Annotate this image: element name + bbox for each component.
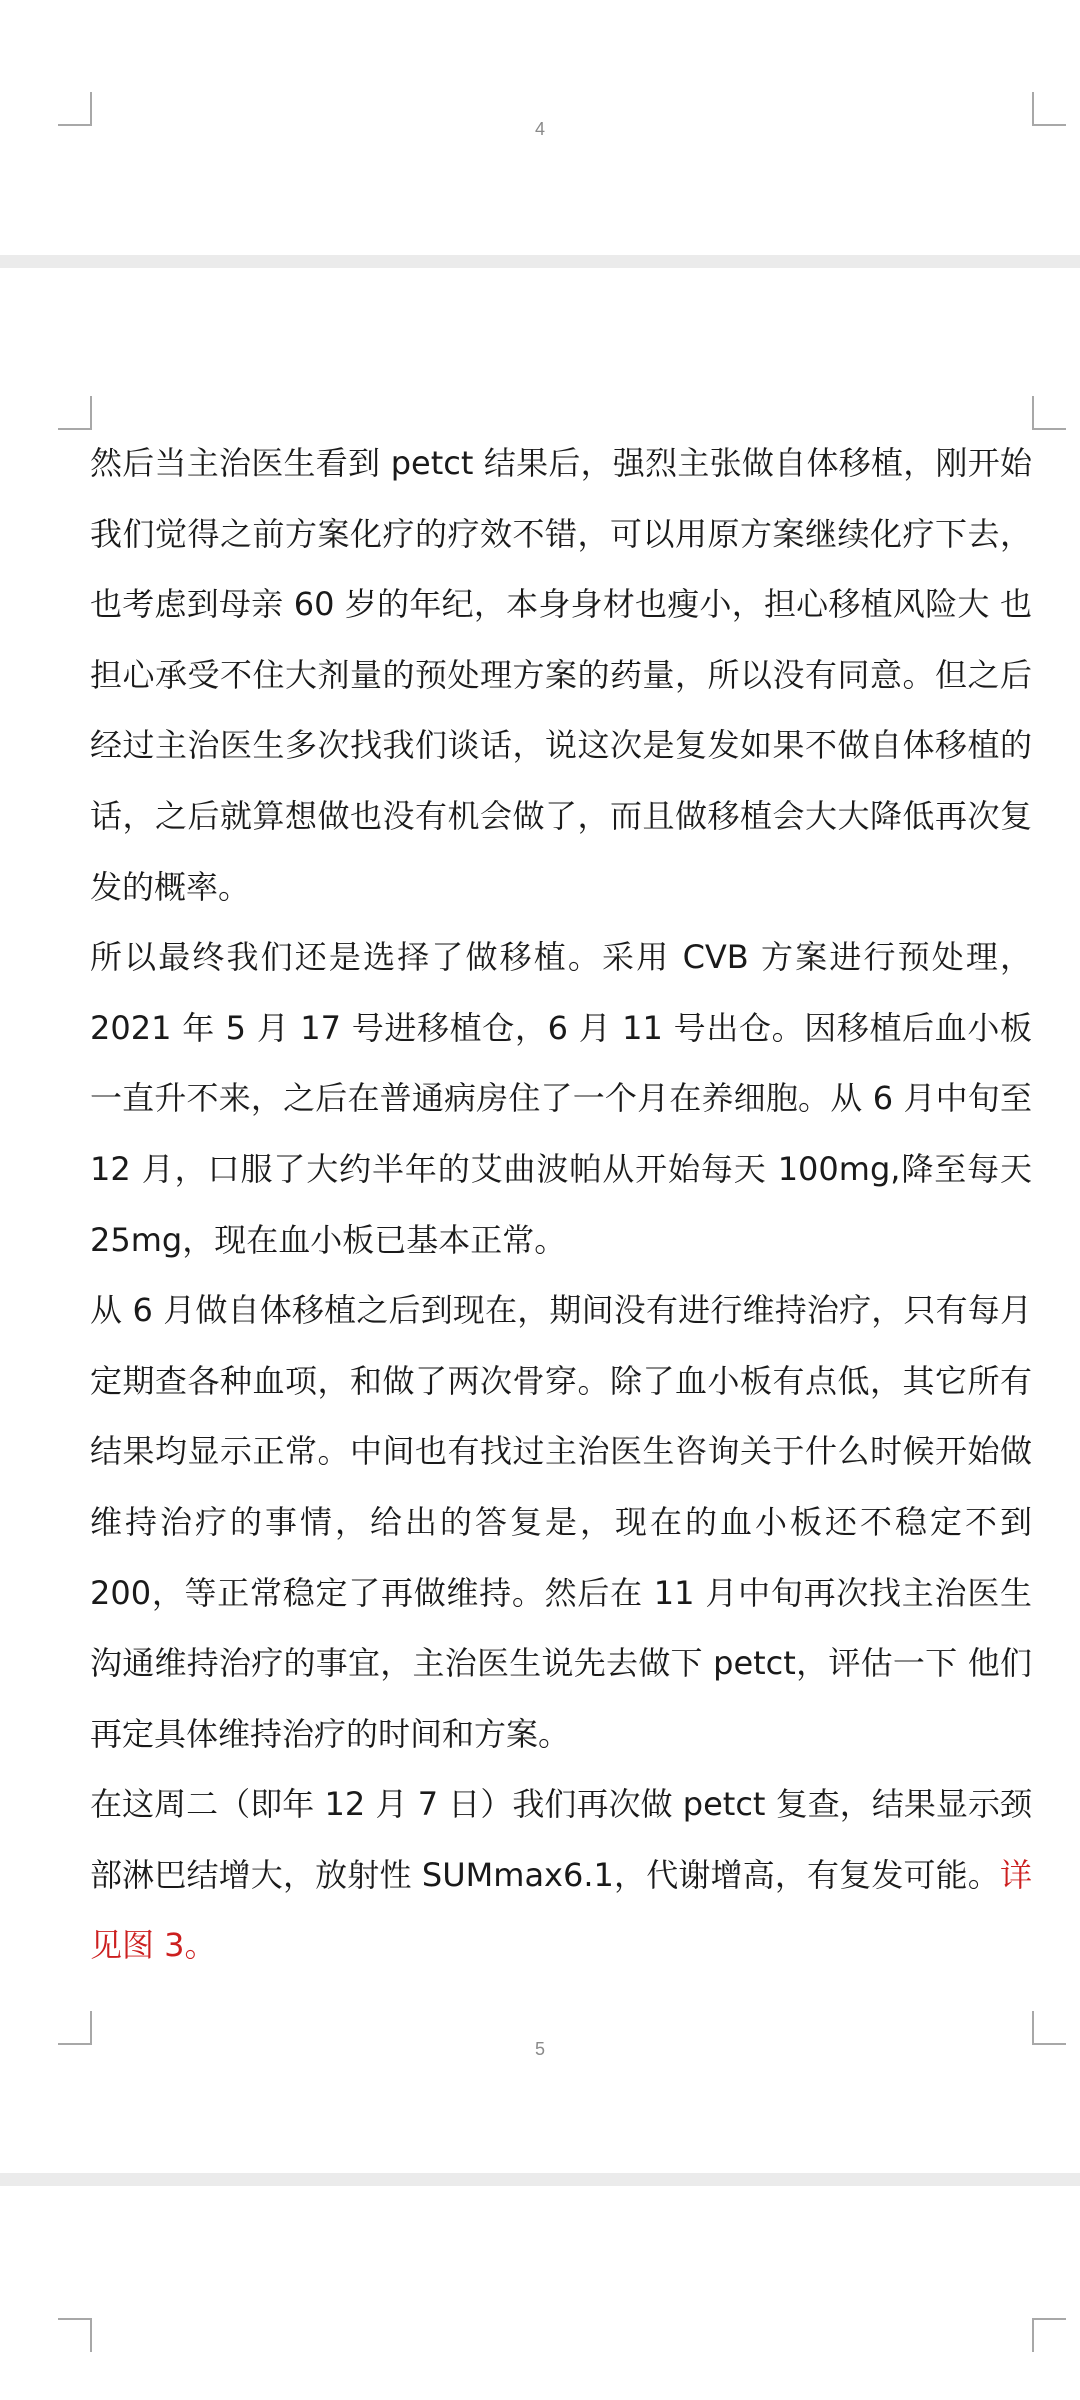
- page-body-text: [90, 428, 1032, 1981]
- figure-reference: 详见图 3。: [90, 1855, 1032, 1965]
- page-4: [0, 0, 1080, 255]
- paragraph: 所以最终我们还是选择了做移植。采用 CVB 方案进行预处理，2021 年 5 月 17 号进移植仓，6 月 11 号出仓。因移植后血小板一直升不来，之后在普通病房住了一个月在养细胞。从 6 月中旬至 12 月，口服了大约半年的艾曲波帕从开始每天 100mg,降至每天 25mg，现在血小板已基本正常。: [90, 938, 1032, 1259]
- margin-corner-mark: [58, 2318, 92, 2352]
- paragraph-text: 在这周二（即年 12 月 7 日）我们再次做 petct 复查，结果显示颈部淋巴结增大，放射性 SUMmax6.1，代谢增高，有复发可能。: [90, 1785, 1032, 1894]
- page-5: [0, 268, 1080, 2173]
- page-number: 4: [534, 119, 545, 139]
- paragraph: [90, 1769, 1032, 1981]
- paragraph: 从 6 月做自体移植之后到现在，期间没有进行维持治疗，只有每月定期查各种血项，和做了两次骨穿。除了血小板有点低，其它所有结果均显示正常。中间也有找过主治医生咨询关于什么时候开始做维持治疗的事情，给出的答复是，现在的血小板还不稳定不到 200，等正常稳定了再做维持。然后在 11 月中旬再次找主治医生沟通维持治疗的事宜，主治医生说先去做下 petct，评估一下 他们再定具体维持治疗的时间和方案。: [90, 1291, 1032, 1753]
- paragraph: 然后当主治医生看到 petct 结果后，强烈主张做自体移植，刚开始我们觉得之前方案化疗的疗效不错，可以用原方案继续化疗下去，也考虑到母亲 60 岁的年纪，本身身材也瘦小，担心移植风险大 也担心承受不住大剂量的预处理方案的药量，所以没有同意。但之后经过主治医生多次找我们谈话，说这次是复发如果不做自体移植的话，之后就算想做也没有机会做了，而且做移植会大大降低再次复发的概率。: [90, 444, 1032, 906]
- margin-corner-mark: [1032, 2318, 1066, 2352]
- margin-corner-mark: [1032, 396, 1066, 430]
- margin-corner-mark: [58, 396, 92, 430]
- page-number: 5: [534, 2039, 545, 2059]
- page-6: [0, 2186, 1080, 2400]
